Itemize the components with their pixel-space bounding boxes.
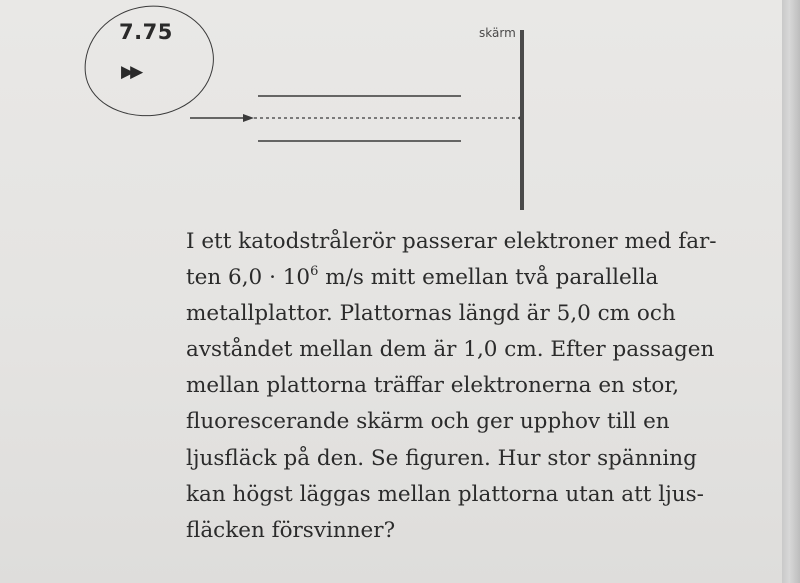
text-line	[186, 260, 766, 296]
text-line: avståndet mellan dem är 1,0 cm. Efter passagen	[186, 337, 715, 363]
text-line: I ett katodstrålerör passerar elektroner med far-	[186, 229, 717, 254]
exponent: 6	[310, 263, 319, 279]
text-line: metallplattor. Plattornas längd är 5,0 cm och	[186, 301, 676, 327]
beam-arrow-icon	[243, 114, 254, 122]
text-line: mellan plattorna träffar elektronerna en stor,	[186, 373, 680, 399]
screen	[520, 30, 524, 210]
screen-label: skärm	[479, 26, 516, 40]
problem-text	[186, 224, 766, 549]
text-line: fläcken försvinner?	[186, 517, 396, 543]
text-line-part: m/s mitt emellan två parallella	[318, 265, 659, 291]
text-line-part: ten 6,0 · 10	[186, 265, 311, 291]
problem-number: 7.75	[119, 20, 173, 44]
text-line: kan högst läggas mellan plattorna utan att ljus-	[186, 481, 704, 507]
text-line: fluorescerande skärm och ger upphov till en	[186, 409, 670, 435]
text-line: ljusfläck på den. Se figuren. Hur stor spänning	[186, 445, 697, 471]
difficulty-arrows-icon: ▶▶	[121, 62, 140, 82]
